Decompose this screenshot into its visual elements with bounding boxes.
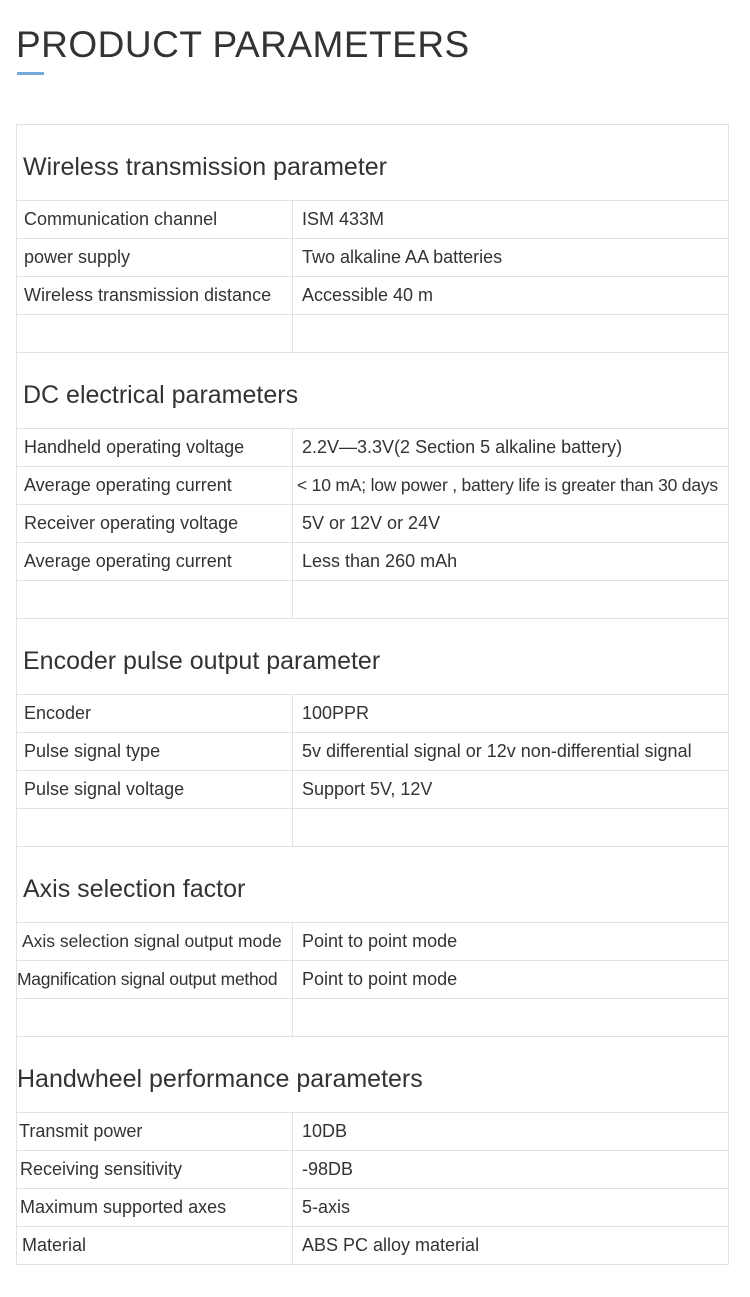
param-label: Maximum supported axes xyxy=(17,1189,293,1227)
section-header-row xyxy=(17,1037,729,1113)
table-row xyxy=(17,695,729,733)
table-row xyxy=(17,733,729,771)
table-row xyxy=(17,923,729,961)
param-label: Transmit power xyxy=(17,1113,293,1151)
empty-cell xyxy=(17,809,293,847)
table-row xyxy=(17,505,729,543)
param-value: Accessible 40 m xyxy=(293,277,729,315)
empty-cell xyxy=(293,315,729,353)
param-value: < 10 mA; low power , battery life is greater than 30 days xyxy=(293,467,729,505)
empty-cell xyxy=(293,581,729,619)
table-row xyxy=(17,201,729,239)
param-value: 10DB xyxy=(293,1113,729,1151)
param-value: -98DB xyxy=(293,1151,729,1189)
table-row xyxy=(17,771,729,809)
section-title: Handwheel performance parameters xyxy=(17,1037,729,1113)
empty-cell xyxy=(17,999,293,1037)
table-row xyxy=(17,961,729,999)
spacer-row xyxy=(17,999,729,1037)
param-label: Average operating current xyxy=(17,467,293,505)
title-accent-bar xyxy=(17,72,44,75)
param-label: Pulse signal type xyxy=(17,733,293,771)
empty-cell xyxy=(17,315,293,353)
param-label: Receiver operating voltage xyxy=(17,505,293,543)
param-value: 5v differential signal or 12v non-differential signal xyxy=(293,733,729,771)
param-label: Material xyxy=(17,1227,293,1265)
param-value: ABS PC alloy material xyxy=(293,1227,729,1265)
product-parameters-table xyxy=(16,124,729,1265)
param-value: ISM 433M xyxy=(293,201,729,239)
param-label: Pulse signal voltage xyxy=(17,771,293,809)
param-value: Point to point mode xyxy=(293,961,729,999)
param-label: Handheld operating voltage xyxy=(17,429,293,467)
table-row xyxy=(17,1189,729,1227)
table-row xyxy=(17,429,729,467)
param-value: 5-axis xyxy=(293,1189,729,1227)
spacer-row xyxy=(17,581,729,619)
param-value: 2.2V—3.3V(2 Section 5 alkaline battery) xyxy=(293,429,729,467)
param-value: Support 5V, 12V xyxy=(293,771,729,809)
param-label: power supply xyxy=(17,239,293,277)
table-row xyxy=(17,467,729,505)
empty-cell xyxy=(17,581,293,619)
param-value: 100PPR xyxy=(293,695,729,733)
param-label: Receiving sensitivity xyxy=(17,1151,293,1189)
empty-cell xyxy=(293,809,729,847)
table-row xyxy=(17,1151,729,1189)
param-label: Communication channel xyxy=(17,201,293,239)
spacer-row xyxy=(17,809,729,847)
param-label: Encoder xyxy=(17,695,293,733)
page-title: PRODUCT PARAMETERS xyxy=(16,24,470,65)
section-header-row xyxy=(17,847,729,923)
section-title: DC electrical parameters xyxy=(17,353,729,429)
table-row xyxy=(17,239,729,277)
section-title: Axis selection factor xyxy=(17,847,729,923)
param-value: Point to point mode xyxy=(293,923,729,961)
table-row xyxy=(17,543,729,581)
param-value: Less than 260 mAh xyxy=(293,543,729,581)
table-row xyxy=(17,1227,729,1265)
param-value: 5V or 12V or 24V xyxy=(293,505,729,543)
empty-cell xyxy=(293,999,729,1037)
param-label: Axis selection signal output mode xyxy=(17,923,293,961)
section-title: Wireless transmission parameter xyxy=(17,125,729,201)
section-header-row xyxy=(17,353,729,429)
table-row xyxy=(17,1113,729,1151)
param-label: Average operating current xyxy=(17,543,293,581)
param-label: Magnification signal output method xyxy=(17,961,293,999)
table-row xyxy=(17,277,729,315)
section-header-row xyxy=(17,125,729,201)
param-value: Two alkaline AA batteries xyxy=(293,239,729,277)
section-title: Encoder pulse output parameter xyxy=(17,619,729,695)
spacer-row xyxy=(17,315,729,353)
param-label: Wireless transmission distance xyxy=(17,277,293,315)
section-header-row xyxy=(17,619,729,695)
